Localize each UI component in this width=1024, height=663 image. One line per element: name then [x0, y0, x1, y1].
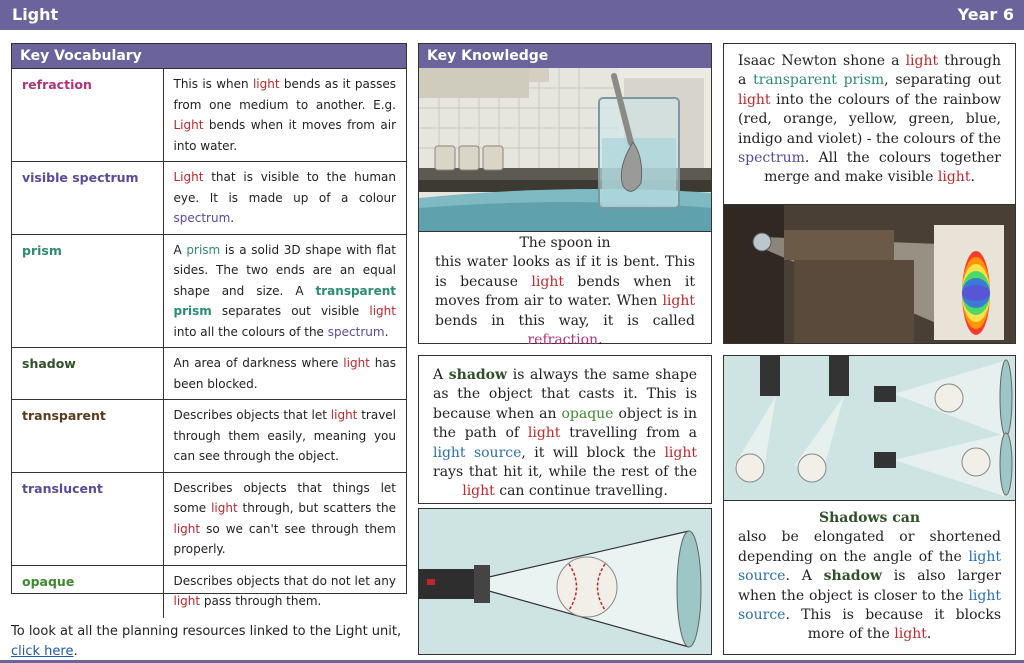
definition-refraction: This is when light bends as it passes from one medium to another. E.g. Light bends when it moves from air into water.	[163, 69, 406, 162]
planning-resources-note: To look at all the planning resources linked to the Light unit, click here.	[11, 624, 402, 659]
planning-text: To look at all the planning resources linked to the Light unit,	[11, 624, 402, 639]
definition-translucent: Describes objects that things let some light through, but scatters the light so we can't see through them properly.	[163, 472, 406, 565]
definition-visible-spectrum: Light that is visible to the human eye. It is made up of a colour spectrum.	[163, 162, 406, 235]
table-row	[12, 162, 406, 235]
year-label: Year 6	[957, 5, 1014, 24]
term-transparent: transparent	[12, 400, 163, 473]
newton-prism-illustration	[723, 204, 1016, 344]
spoon-explanation-text: this water looks as if it is bent. This is because light bends when it moves from air to water. When light bends in this way, it is called refraction.	[435, 254, 696, 349]
term-translucent: translucent	[12, 472, 163, 565]
newton-explanation-text: Isaac Newton shone a light through a transparent prism, separating out light into the colours of the rainbow (red, orange, yellow, green, blue, indigo and violet) - the colours of the spectrum. All the colours together merge and make visible light.	[738, 53, 1002, 186]
shadow-explanation-text: A shadow is always the same shape as the object that casts it. This is because when an opaque object is in the path of light travelling from a light source, it will block the light rays that hit it, while the rest of the light can continue travelling.	[433, 367, 698, 500]
table-row	[12, 234, 406, 348]
table-row	[12, 565, 406, 618]
spoon-in-water-illustration	[419, 68, 712, 238]
definition-shadow: An area of darkness where light has been blocked.	[163, 348, 406, 400]
key-vocabulary-panel	[11, 43, 407, 608]
torch-ball-illustration	[418, 508, 712, 655]
definition-prism: A prism is a solid 3D shape with flat sides. The two ends are an equal shape and size. A transparent prism separates out visible light into all the colours of the spectrum.	[163, 234, 406, 348]
key-knowledge-panel	[418, 43, 712, 238]
shadows-can-title: Shadows can	[818, 510, 921, 526]
shadow-explanation-box	[418, 355, 712, 504]
term-opaque: opaque	[12, 565, 163, 618]
term-shadow: shadow	[12, 348, 163, 400]
definition-opaque: Describes objects that do not let any light pass through them.	[163, 565, 406, 618]
definition-transparent: Describes objects that let light travel through them easily, meaning you can see through the object.	[163, 400, 406, 473]
shadows-can-box	[723, 500, 1016, 655]
click-here-link[interactable]: click here	[11, 644, 74, 659]
shadows-can-text: also be elongated or shortened depending on the angle of the light source. A shadow is also larger when the object is closer to the light source. This is because it blocks more of the light.	[738, 529, 1002, 643]
key-vocabulary-heading: Key Vocabulary	[12, 44, 406, 68]
term-visible-spectrum: visible spectrum	[12, 162, 163, 235]
torches-shadows-illustration	[723, 355, 1016, 506]
title-banner	[0, 0, 1024, 30]
page-title: Light	[12, 5, 59, 24]
spoon-explanation-box	[418, 231, 712, 349]
key-knowledge-heading: Key Knowledge	[419, 44, 711, 68]
term-prism: prism	[12, 234, 163, 348]
spoon-explanation-first-line: The spoon in	[519, 235, 611, 251]
term-refraction: refraction	[12, 69, 163, 162]
vocabulary-table	[12, 68, 406, 618]
table-row	[12, 348, 406, 400]
newton-explanation-box	[723, 43, 1016, 208]
table-row	[12, 69, 406, 162]
table-row	[12, 472, 406, 565]
table-row	[12, 400, 406, 473]
